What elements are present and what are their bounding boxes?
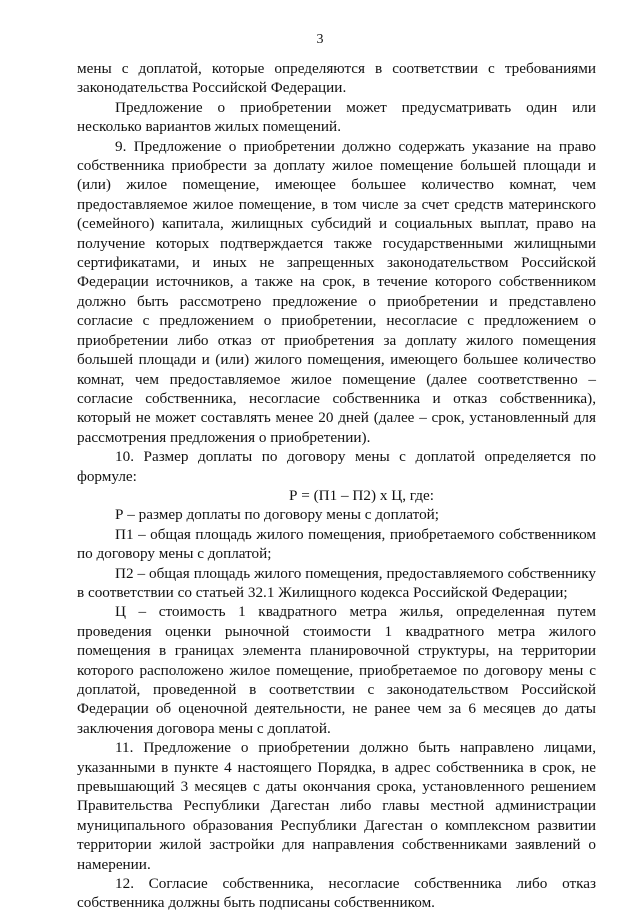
paragraph-continuation: мены с доплатой, которые определяются в соответствии с требованиями законодательства Российской Федерации. [77,60,596,97]
page-number: 3 [316,32,324,47]
formula: Р = (П1 – П2) x Ц, где: [289,486,434,504]
paragraph-item-12: 12. Согласие собственника, несогласие собственника либо отказ собственника должны быть подписаны собственником. [77,875,596,912]
paragraph-item-9: 9. Предложение о приобретении должно содержать указание на право собственника приобрести за доплату жилое помещение большей площади и (или) жилое помещение, имеющее большее количество комнат, чем предоставляемое жилое помещение, в том числе за счет средств материнского (семейного) капитала, жилищных субсидий и социальных выплат, право на получение которых подтверждается также государственными жилищными сертификатами, и иных не запрещенных законодательством Российской Федерации источников, а также на срок, в течение которого собственником должно быть рассмотрено предложение о приобретении и представлено согласие с предложением о приобретении, несогласие с предложением о приобретении либо отказ от приобретения за доплату жилого помещения большей площади и (или) жилого помещения, имеющего большее количество комнат, чем предоставляемое жилое помещение (далее соответственно – согласие собственника, несогласие собственника и отказ собственника), который не может составлять менее 20 дней (далее – срок, установленный для рассмотрения предложения о приобретении). [77,137,596,446]
formula-definition-p: Р – размер доплаты по договору мены с доплатой; [115,506,440,524]
paragraph-variants: Предложение о приобретении может предусматривать один или несколько вариантов жилых помещений. [77,98,596,136]
formula-definition-p2: П2 – общая площадь жилого помещения, предоставляемого собственнику в соответствии со статьей 32.1 Жилищного кодекса Российской Федерации; [77,564,596,601]
paragraph-item-11: 11. Предложение о приобретении должно быть направлено лицами, указанными в пункте 4 настоящего Порядка, в адрес собственника в срок, не превышающий 3 месяцев с даты окончания срока, установленного решением Правительства Республики Дагестан либо главы местной администрации муниципального образования Республики Дагестан о комплексном развитии территории жилой застройки для направления собственниками заявлений о намерении. [77,739,596,873]
formula-definition-c: Ц – стоимость 1 квадратного метра жилья, определенная путем проведения оценки рыночной стоимости 1 квадратного метра жилого помещения в границах элемента планировочной структуры, на территории которого расположено жилое помещение, приобретаемое по договору мены с доплатой, проведенной в соответствии с законодательством Российской Федерации об оценочной деятельности, не ранее чем за 6 месяцев до даты заключения договора мены с доплатой. [77,603,596,737]
paragraph-item-10: 10. Размер доплаты по договору мены с доплатой определяется по формуле: [77,448,596,485]
formula-definition-p1: П1 – общая площадь жилого помещения, приобретаемого собственником по договору мены с доплатой; [77,525,596,563]
document-body [77,59,596,913]
